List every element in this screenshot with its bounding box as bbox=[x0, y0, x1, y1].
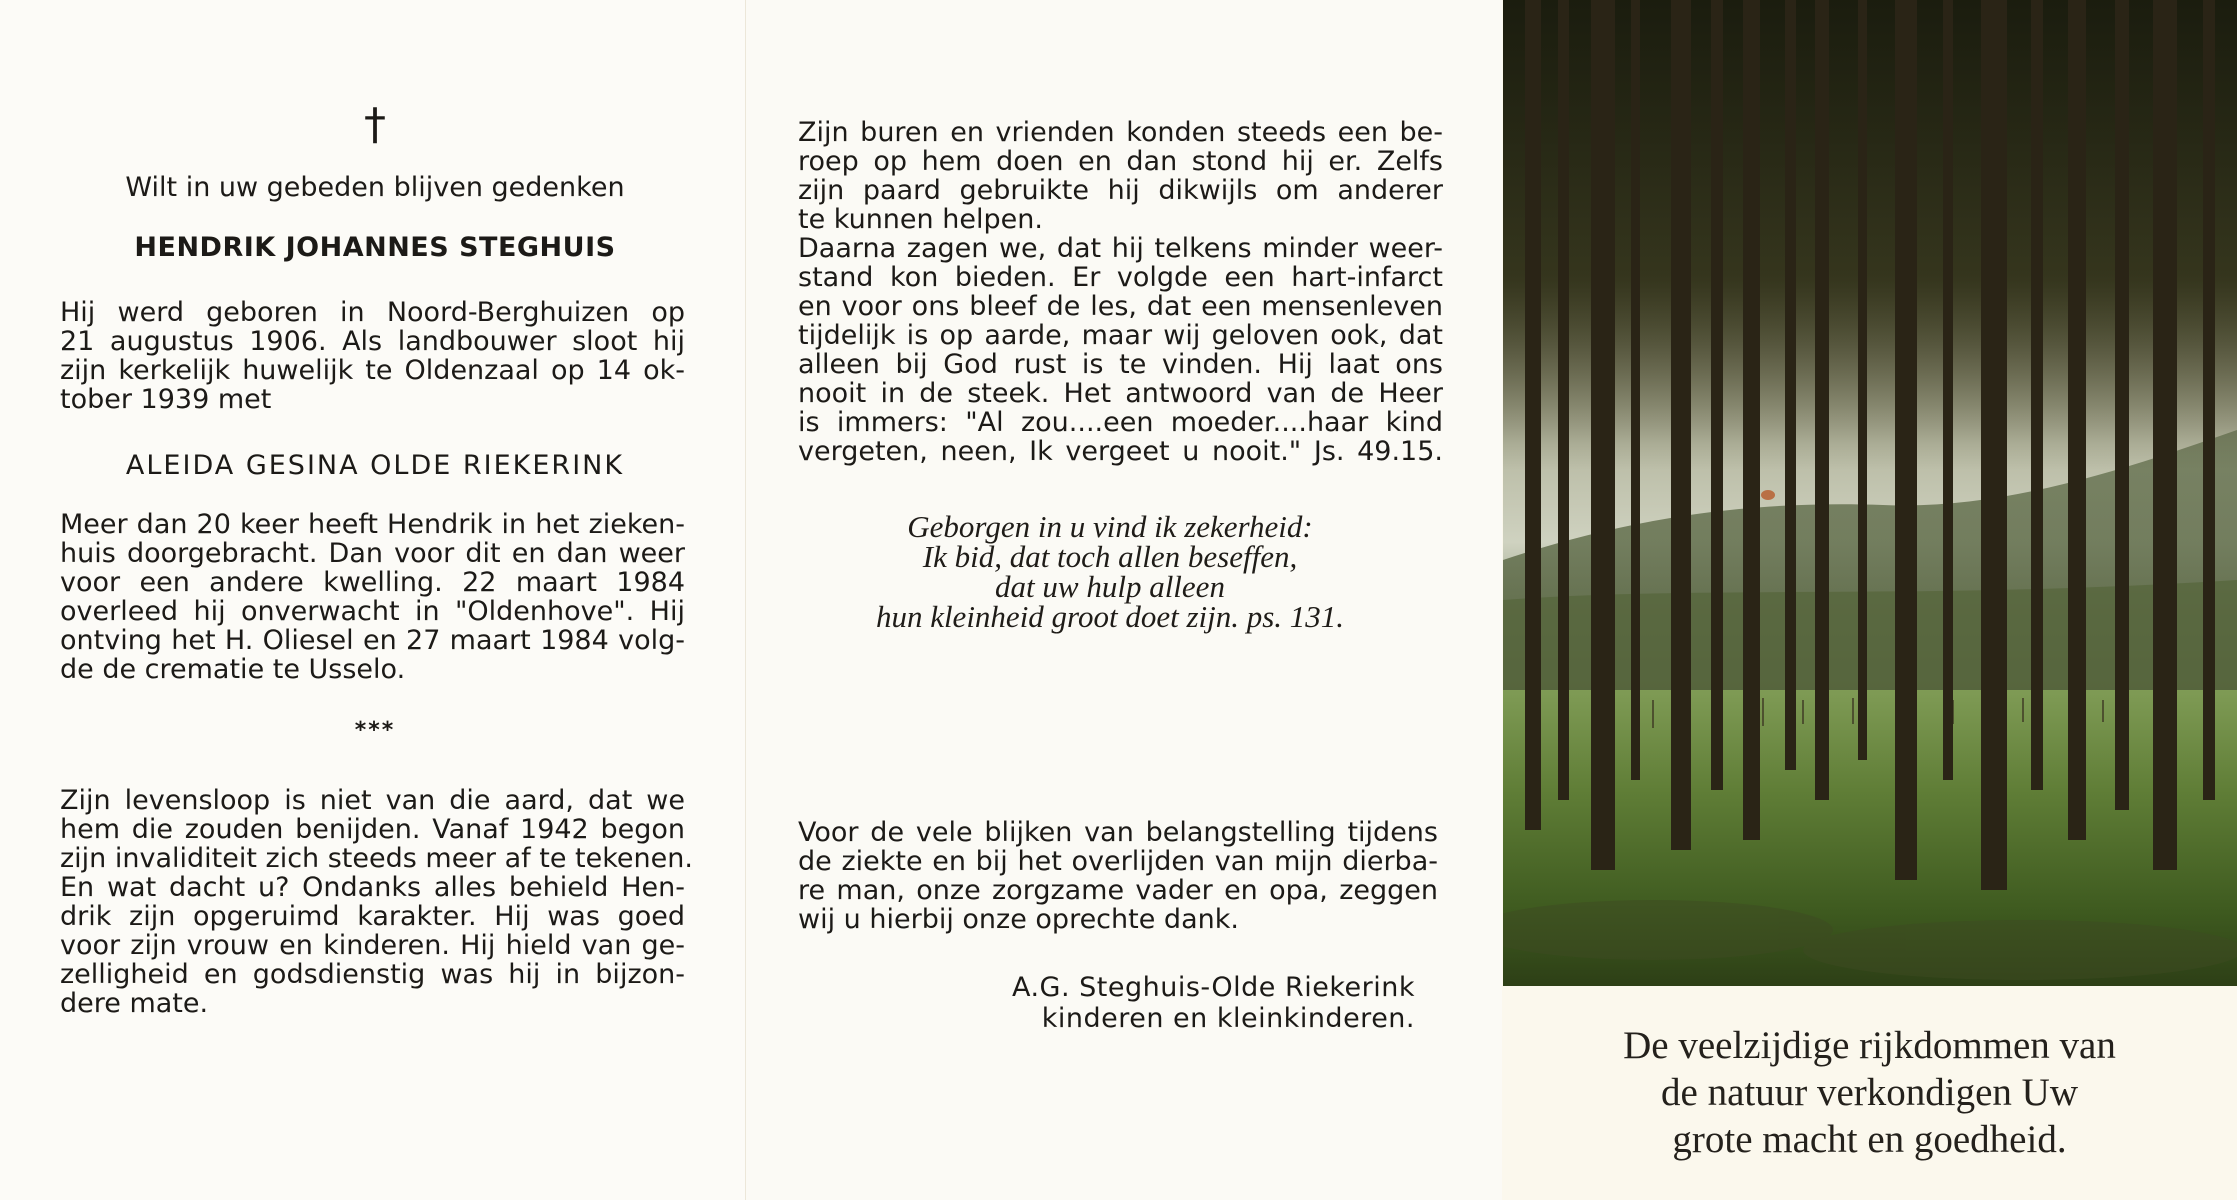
deceased-name: HENDRIK JOHANNES STEGHUIS bbox=[134, 232, 616, 263]
text-line: te kunnen helpen. bbox=[798, 204, 1043, 235]
text-line: ontving het H. Oliesel en 27 maart 1984 volg- bbox=[60, 625, 685, 656]
text-line: de ziekte en bij het overlijden van mijn dierba- bbox=[798, 846, 1438, 877]
text-line: dere mate. bbox=[60, 988, 209, 1019]
forest-photo bbox=[1503, 0, 2237, 986]
text-line: Daarna zagen we, dat hij telkens minder weer- bbox=[798, 233, 1443, 264]
caption-line: de natuur verkondigen Uw bbox=[1661, 1071, 2078, 1114]
separator-stars: *** bbox=[354, 718, 396, 743]
poem-line: dat uw hulp alleen bbox=[995, 569, 1225, 604]
neighbors-paragraph bbox=[798, 118, 1443, 466]
text-line: Hij werd geboren in Noord-Berghuizen op bbox=[60, 297, 685, 328]
signature-line: A.G. Steghuis-Olde Riekerink bbox=[1011, 972, 1415, 1003]
text-line: voor een andere kwelling. 22 maart 1984 bbox=[60, 567, 685, 598]
text-line: tober 1939 met bbox=[60, 384, 272, 415]
caption-line: grote macht en goedheid. bbox=[1672, 1118, 2067, 1161]
text-line: zelligheid en godsdienstig was hij in bijzon- bbox=[60, 959, 685, 990]
text-line: re man, onze zorgzame vader en opa, zeggen bbox=[798, 875, 1438, 906]
spouse-name: ALEIDA GESINA OLDE RIEKERINK bbox=[125, 450, 625, 481]
text-line: overleed hij onverwacht in "Oldenhove". Hij bbox=[60, 596, 685, 627]
text-line: nooit in de steek. Het antwoord van de Heer bbox=[798, 378, 1443, 409]
text-line: En wat dacht u? Ondanks alles behield Hen- bbox=[60, 872, 685, 903]
text-line: alleen bij God rust is te vinden. Hij laat ons bbox=[798, 349, 1443, 380]
text-line: hem die zouden benijden. Vanaf 1942 begon bbox=[60, 814, 685, 845]
signature-line: kinderen en kleinkinderen. bbox=[1041, 1003, 1415, 1034]
birth-paragraph bbox=[60, 298, 685, 414]
text-line: is immers: "Al zou....een moeder....haar kind bbox=[798, 407, 1443, 438]
text-line: tijdelijk is op aarde, maar wij geloven ook, dat bbox=[798, 320, 1443, 351]
text-line: zijn invaliditeit zich steeds meer af te tekenen. bbox=[60, 843, 693, 874]
text-line: Zijn buren en vrienden konden steeds een be- bbox=[798, 117, 1443, 148]
text-line: voor zijn vrouw en kinderen. Hij hield van ge- bbox=[60, 930, 685, 961]
illness-paragraph bbox=[60, 510, 685, 684]
life-paragraph bbox=[60, 785, 693, 1019]
psalm-poem bbox=[775, 509, 1445, 634]
thanks-paragraph bbox=[798, 818, 1438, 934]
left-panel bbox=[0, 0, 745, 1200]
poem-line: Geborgen in u vind ik zekerheid: bbox=[907, 509, 1313, 544]
poem-line: Ik bid, dat toch allen beseffen, bbox=[922, 539, 1298, 574]
text-line: Meer dan 20 keer heeft Hendrik in het zieken- bbox=[60, 509, 685, 540]
text-line: stand kon bieden. Er volgde een hart-infarct bbox=[798, 262, 1443, 293]
text-line: Voor de vele blijken van belangstelling tijdens bbox=[798, 817, 1438, 848]
text-line: vergeten, neen, Ik vergeet u nooit." Js. 49.15. bbox=[798, 436, 1443, 467]
text-line: roep op hem doen en dan stond hij er. Zelfs bbox=[798, 146, 1443, 177]
text-line: huis doorgebracht. Dan voor dit en dan weer bbox=[60, 538, 685, 569]
cross-icon: † bbox=[364, 99, 386, 150]
poem-line: hun kleinheid groot doet zijn. ps. 131. bbox=[875, 599, 1345, 634]
intro-line: Wilt in uw gebeden blijven gedenken bbox=[125, 172, 625, 203]
text-line: zijn paard gebruikte hij dikwijls om anderer bbox=[798, 175, 1443, 206]
text-line: de de crematie te Usselo. bbox=[60, 654, 406, 685]
text-line: 21 augustus 1906. Als landbouwer sloot hij bbox=[60, 326, 685, 357]
photo-caption bbox=[1502, 1022, 2237, 1163]
caption-line: De veelzijdige rijkdommen van bbox=[1623, 1024, 2116, 1067]
text-line: Zijn levensloop is niet van die aard, dat we bbox=[60, 785, 685, 816]
signature bbox=[1000, 972, 1415, 1034]
text-line: wij u hierbij onze oprechte dank. bbox=[798, 904, 1239, 935]
text-line: en voor ons bleef de les, dat een mensenleven bbox=[798, 291, 1443, 322]
text-line: zijn kerkelijk huwelijk te Oldenzaal op 14 ok- bbox=[60, 355, 685, 386]
text-line: drik zijn opgeruimd karakter. Hij was goed bbox=[60, 901, 685, 932]
